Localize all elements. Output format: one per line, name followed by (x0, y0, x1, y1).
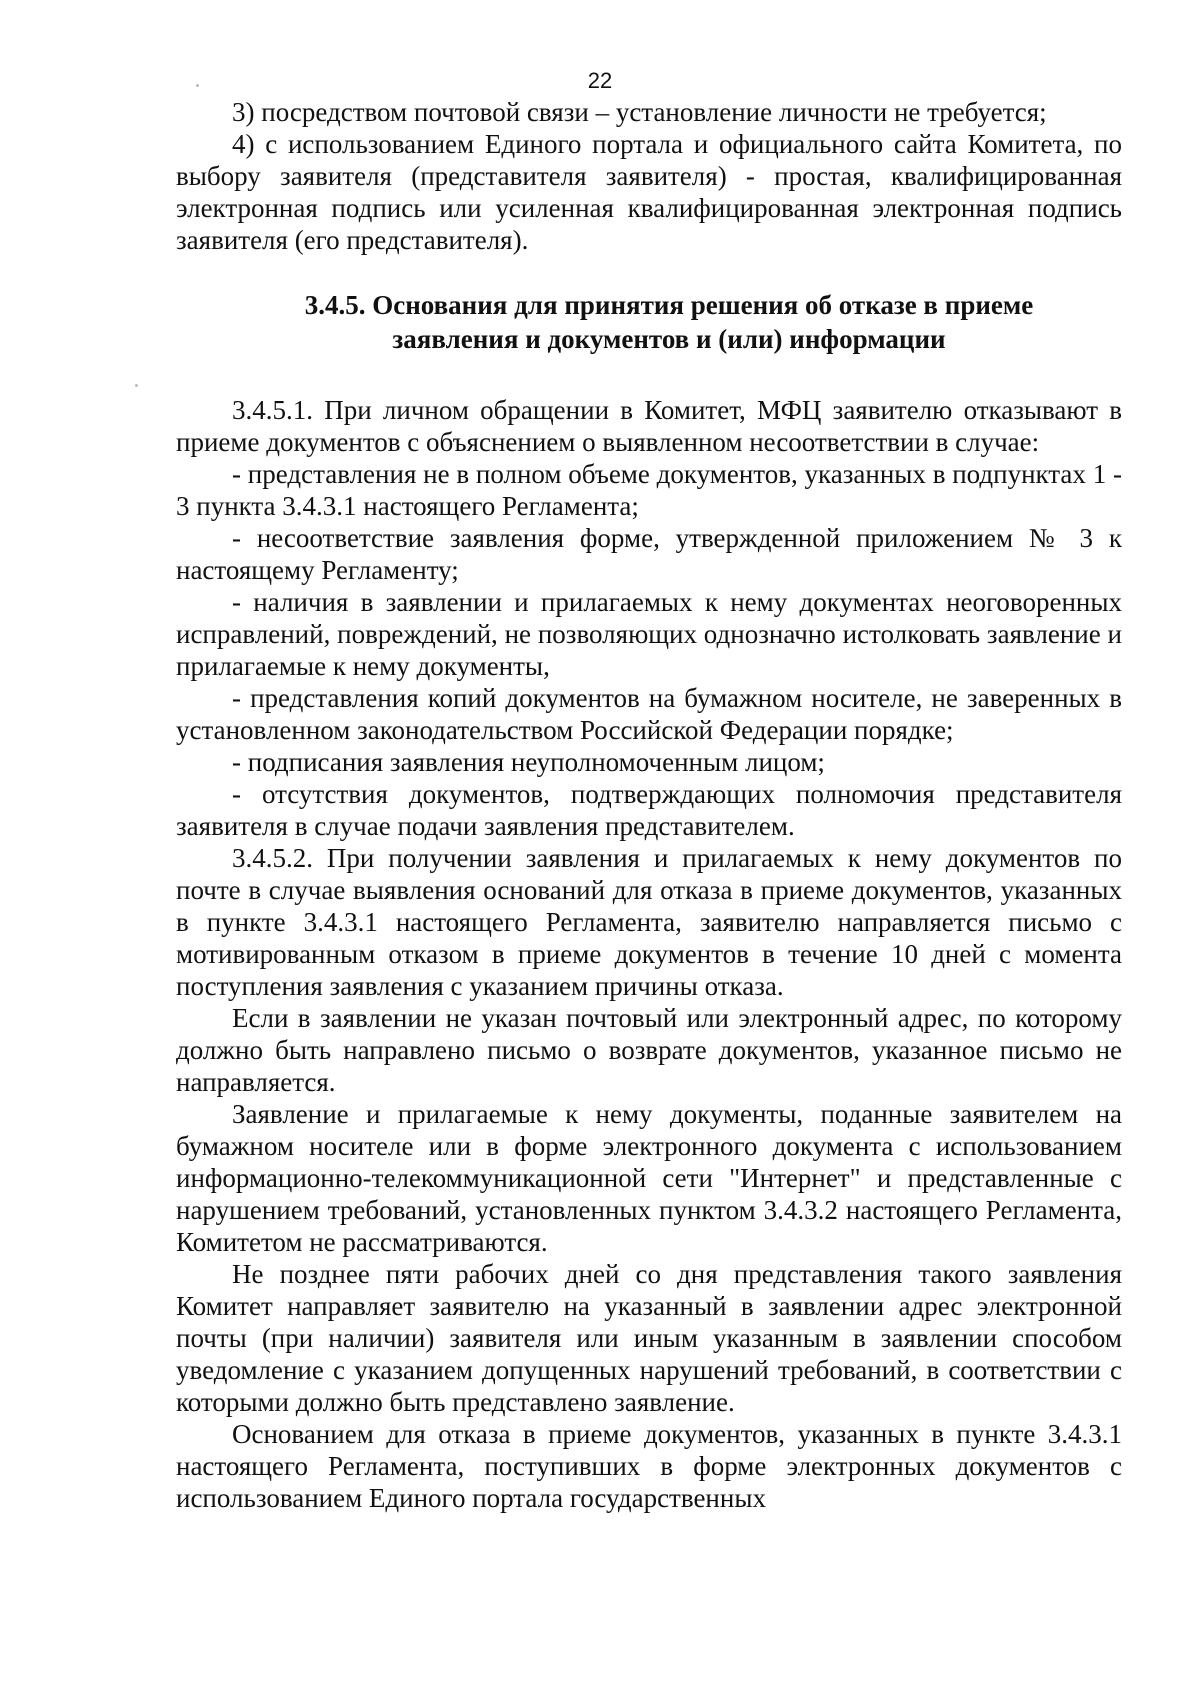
list-item-form-mismatch: - несоответствие заявления форме, утвержденной приложением № 3 к настоящему Регламенту; (176, 523, 1122, 585)
section-heading-line: заявления и документов и (или) информации (392, 324, 946, 354)
paragraph-3-4-5-1: 3.4.5.1. При личном обращении в Комитет, МФЦ заявителю отказывают в приеме документов с объяснением о выявленном несоответствии в случае: (176, 395, 1122, 457)
scan-dot (135, 384, 138, 387)
paragraph-notification: Не позднее пяти рабочих дней со дня представления такого заявления Комитет направляет заявителю на указанный в заявлении адрес электронной почты (при наличии) заявителя или иным указанным в заявлении способом уведомление с указанием допущенных нарушений требований, в соответствии с которыми должно быть представлено заявление. (176, 1259, 1122, 1417)
list-item-missing-authority: - отсутствия документов, подтверждающих полномочия представителя заявителя в случае подачи заявления представителем. (176, 779, 1122, 841)
section-heading (176, 288, 1122, 356)
page-number: 22 (587, 68, 613, 93)
list-item-incomplete-documents: - представления не в полном объеме документов, указанных в подпунктах 1 - 3 пункта 3.4.3.1 настоящего Регламента; (176, 459, 1122, 521)
paragraph-item-4: 4) с использованием Единого портала и официального сайта Комитета, по выбору заявителя (представителя заявителя) - простая, квалифицированная электронная подпись или усиленная квалифицированная электронная подпись заявителя (его представителя). (176, 129, 1122, 255)
list-item-corrections: - наличия в заявлении и прилагаемых к нему документах неоговоренных исправлений, повреждений, не позволяющих однозначно истолковать заявление и прилагаемые к нему документы, (176, 587, 1122, 681)
list-item-uncertified-copies: - представления копий документов на бумажном носителе, не заверенных в установленном законодательством Российской Федерации порядке; (176, 683, 1122, 745)
document-body (176, 96, 1122, 1514)
paragraph-item-3: 3) посредством почтовой связи – установление личности не требуется; (232, 97, 1047, 127)
paragraph-refusal-basis: Основанием для отказа в приеме документов, указанных в пункте 3.4.3.1 настоящего Регламента, поступивших в форме электронных документов с использованием Единого портала государственных (176, 1419, 1122, 1513)
paragraph-not-considered: Заявление и прилагаемые к нему документы, поданные заявителем на бумажном носителе или в форме электронного документа с использованием информационно-телекоммуникационной сети "Интернет" и представленные с нарушением требований, установленных пунктом 3.4.3.2 настоящего Регламента, Комитетом не рассматриваются. (176, 1099, 1122, 1257)
paragraph-3-4-5-2: 3.4.5.2. При получении заявления и прилагаемых к нему документов по почте в случае выявления оснований для отказа в приеме документов, указанных в пункте 3.4.3.1 настоящего Регламента, заявителю направляется письмо с мотивированным отказом в приеме документов в течение 10 дней с момента поступления заявления с указанием причины отказа. (176, 843, 1122, 1001)
paragraph-no-address: Если в заявлении не указан почтовый или электронный адрес, по которому должно быть направлено письмо о возврате документов, указанное письмо не направляется. (176, 1003, 1122, 1097)
scan-dot (196, 84, 199, 87)
list-item-unauthorized-signature: - подписания заявления неуполномоченным лицом; (232, 747, 825, 777)
section-heading-line: 3.4.5. Основания для принятия решения об отказе в приеме (304, 290, 1034, 320)
